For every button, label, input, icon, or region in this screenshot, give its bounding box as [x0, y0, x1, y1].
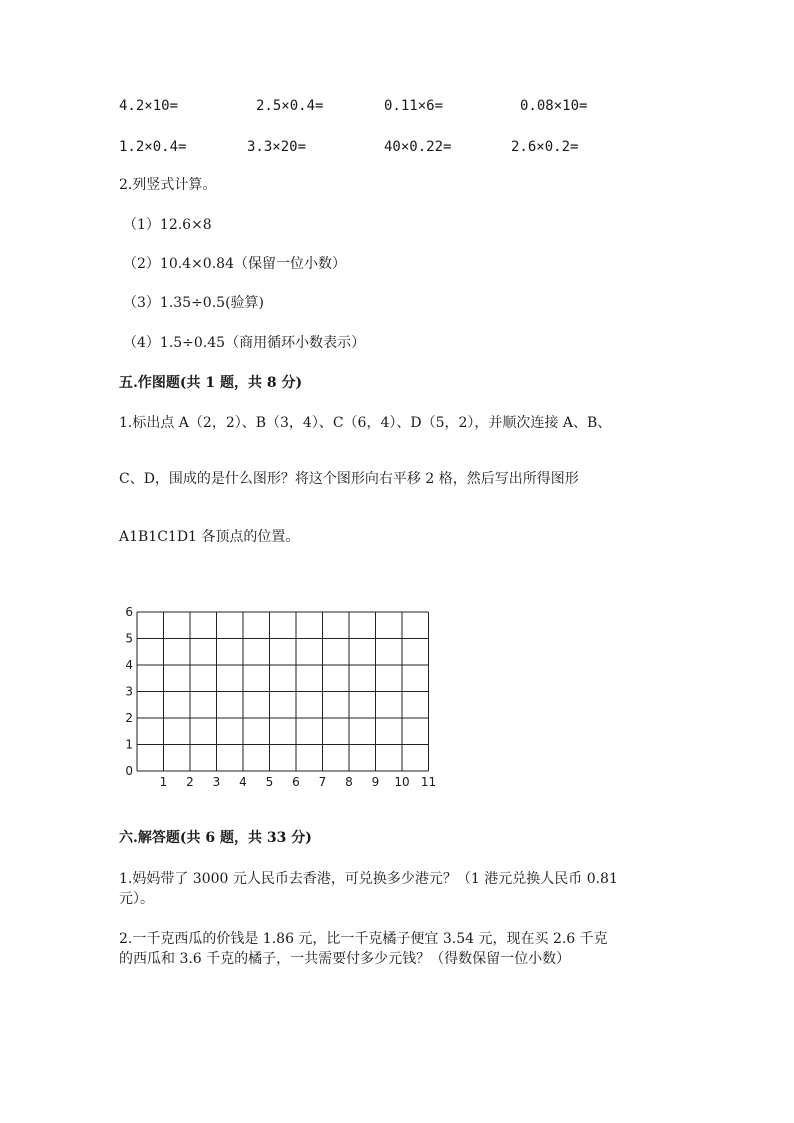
- calc-expression: 0.08×10=: [520, 98, 588, 114]
- x-axis-label: 4: [239, 775, 247, 789]
- calc-expression: 1.2×0.4=: [119, 139, 187, 155]
- x-axis-label: 11: [420, 775, 437, 789]
- y-axis-label: 3: [125, 684, 133, 699]
- question-text: A1B1C1D1 各顶点的位置。: [119, 529, 300, 545]
- question-text: 2.一千克西瓜的价钱是 1.86 元，比一千克橘子便宜 3.54 元，现在买 2.6 千克: [119, 931, 608, 947]
- x-axis-label: 8: [345, 775, 353, 789]
- y-axis-label: 5: [125, 631, 133, 646]
- x-axis-label: 7: [318, 775, 327, 789]
- coordinate-grid: [118, 598, 448, 790]
- x-axis-label: 10: [394, 775, 410, 789]
- x-axis-label: 5: [265, 775, 274, 789]
- question-text: C、D，围成的是什么图形？将这个图形向右平移 2 格，然后写出所得图形: [119, 471, 579, 487]
- question-item: （2）10.4×0.84（保留一位小数）: [123, 256, 346, 272]
- question-text: 1.标出点 A（2，2）、B（3，4）、C（6，4）、D（5，2），并顺次连接 A、B、: [119, 415, 612, 431]
- question-item: （4）1.5÷0.45（商用循环小数表示）: [123, 335, 366, 351]
- section-heading: 五.作图题(共 1 题，共 8 分): [119, 375, 303, 391]
- calc-expression: 2.5×0.4=: [256, 98, 324, 114]
- x-axis-label: 6: [292, 775, 300, 789]
- y-axis-label: 2: [125, 711, 133, 725]
- question-title: 2.列竖式计算。: [119, 177, 217, 193]
- question-text: 的西瓜和 3.6 千克的橘子，一共需要付多少元钱？（得数保留一位小数）: [119, 951, 571, 967]
- x-axis-label: 3: [212, 775, 221, 789]
- x-axis-label: 1: [159, 775, 168, 789]
- y-axis-label: 1: [125, 737, 133, 752]
- y-axis-label: 6: [125, 605, 133, 619]
- y-axis-label: 4: [125, 658, 133, 672]
- x-axis-label: 2: [186, 775, 194, 789]
- question-text: 1.妈妈带了 3000 元人民币去香港，可兑换多少港元？（1 港元兑换人民币 0.81: [119, 871, 618, 887]
- calc-expression: 40×0.22=: [384, 139, 452, 155]
- x-axis-labels: [160, 775, 436, 789]
- calc-expression: 2.6×0.2=: [511, 139, 579, 155]
- x-axis-label: 9: [371, 775, 380, 789]
- question-text: 元）。: [119, 891, 154, 907]
- question-item: （3）1.35÷0.5(验算): [123, 295, 264, 311]
- y-axis-labels: [125, 605, 133, 778]
- calc-expression: 0.11×6=: [384, 98, 444, 114]
- y-axis-label: 0: [125, 764, 133, 778]
- calc-expression: 4.2×10=: [119, 98, 179, 114]
- calc-expression: 3.3×20=: [247, 139, 307, 155]
- section-heading: 六.解答题(共 6 题，共 33 分): [119, 830, 312, 846]
- question-item: （1）12.6×8: [123, 217, 212, 233]
- grid-lines: [137, 612, 429, 771]
